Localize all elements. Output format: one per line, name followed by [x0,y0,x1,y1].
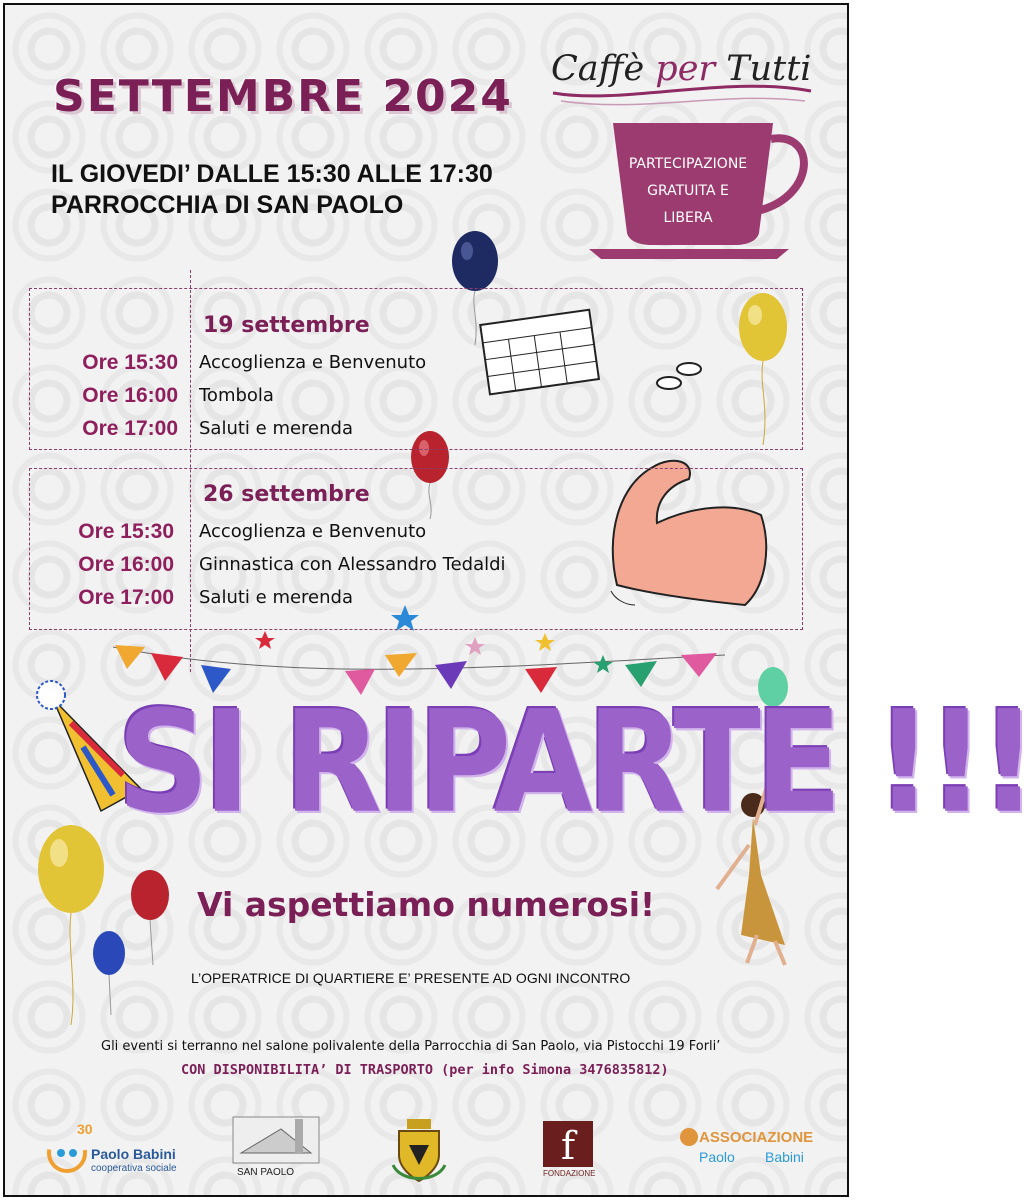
brand-part-3: Tutti [715,49,812,89]
cup-badge-line-2: GRATUITA E [647,183,729,199]
schedule-subtitle: IL GIOVEDI’ DALLE 15:30 ALLE 17:30 [51,160,493,188]
cup-badge-line-3: LIBERA [663,210,713,226]
sanpaolo-label: SAN PAOLO [237,1167,295,1178]
schedule-time: Ore 17:00 [82,417,178,440]
schedule-activity: Accoglienza e Benvenuto [199,352,427,373]
fondazione-label: FONDAZIONE [543,1169,596,1178]
schedule-time: Ore 16:00 [82,384,178,407]
fondazione-logo-icon [543,1121,593,1168]
sanpaolo-church-icon [233,1117,319,1163]
schedule-activity: Accoglienza e Benvenuto [199,521,427,542]
svg-text:f: f [560,1124,576,1168]
associazione-babini: Babini [765,1149,804,1165]
cup-badge [613,151,763,232]
brand-part-1: Caffè [551,49,656,89]
schedule-activity: Tombola [199,385,274,406]
schedule-divider [190,270,191,672]
schedule-activity: Saluti e merenda [199,418,353,439]
forli-coat-of-arms-icon [393,1119,445,1181]
cup-badge-line-1: PARTECIPAZIONE [628,156,748,172]
brand-part-2: per [655,49,716,89]
event-poster [3,3,1032,1197]
location-note: Gli eventi si terranno nel salone polivalente della Parrocchia di San Paolo, via Pistocchi 19 Forli’ [101,1039,721,1054]
operatrice-note: L’OPERATRICE DI QUARTIERE E’ PRESENTE AD OGNI INCONTRO [191,970,631,986]
blue-balloon-small-icon [93,931,125,1015]
gold-balloon-large-icon [38,825,104,1025]
associazione-paolo: Paolo [699,1149,735,1165]
schedule-date-2: 26 settembre [203,482,370,507]
associazione-logo-icon [680,1128,698,1146]
schedule-activity: Ginnastica con Alessandro Tedaldi [199,554,506,575]
brand-name [551,49,812,89]
babini-name: Paolo Babini [91,1146,176,1162]
schedule-time: Ore 16:00 [78,553,174,576]
banner-headline: SI RIPARTE !!! [117,681,1032,845]
babini-anniversary: 30 [77,1121,93,1137]
red-balloon-small-icon [131,870,169,965]
schedule-time: Ore 15:30 [82,351,178,374]
transport-note: CON DISPONIBILITA’ DI TRASPORTO (per info Simona 3476835812) [181,1062,669,1078]
schedule-activity: Saluti e merenda [199,587,353,608]
tagline: Vi aspettiamo numerosi! [197,885,656,924]
babini-logo-icon [49,1135,85,1171]
schedule-time: Ore 17:00 [78,586,174,609]
babini-subtitle: cooperativa sociale [91,1163,177,1174]
page-title: SETTEMBRE 2024 [53,71,513,122]
location-subtitle: PARROCCHIA DI SAN PAOLO [51,191,404,219]
associazione-label: ASSOCIAZIONE [699,1129,814,1146]
schedule-date-1: 19 settembre [203,313,370,338]
schedule-time: Ore 15:30 [78,520,174,543]
